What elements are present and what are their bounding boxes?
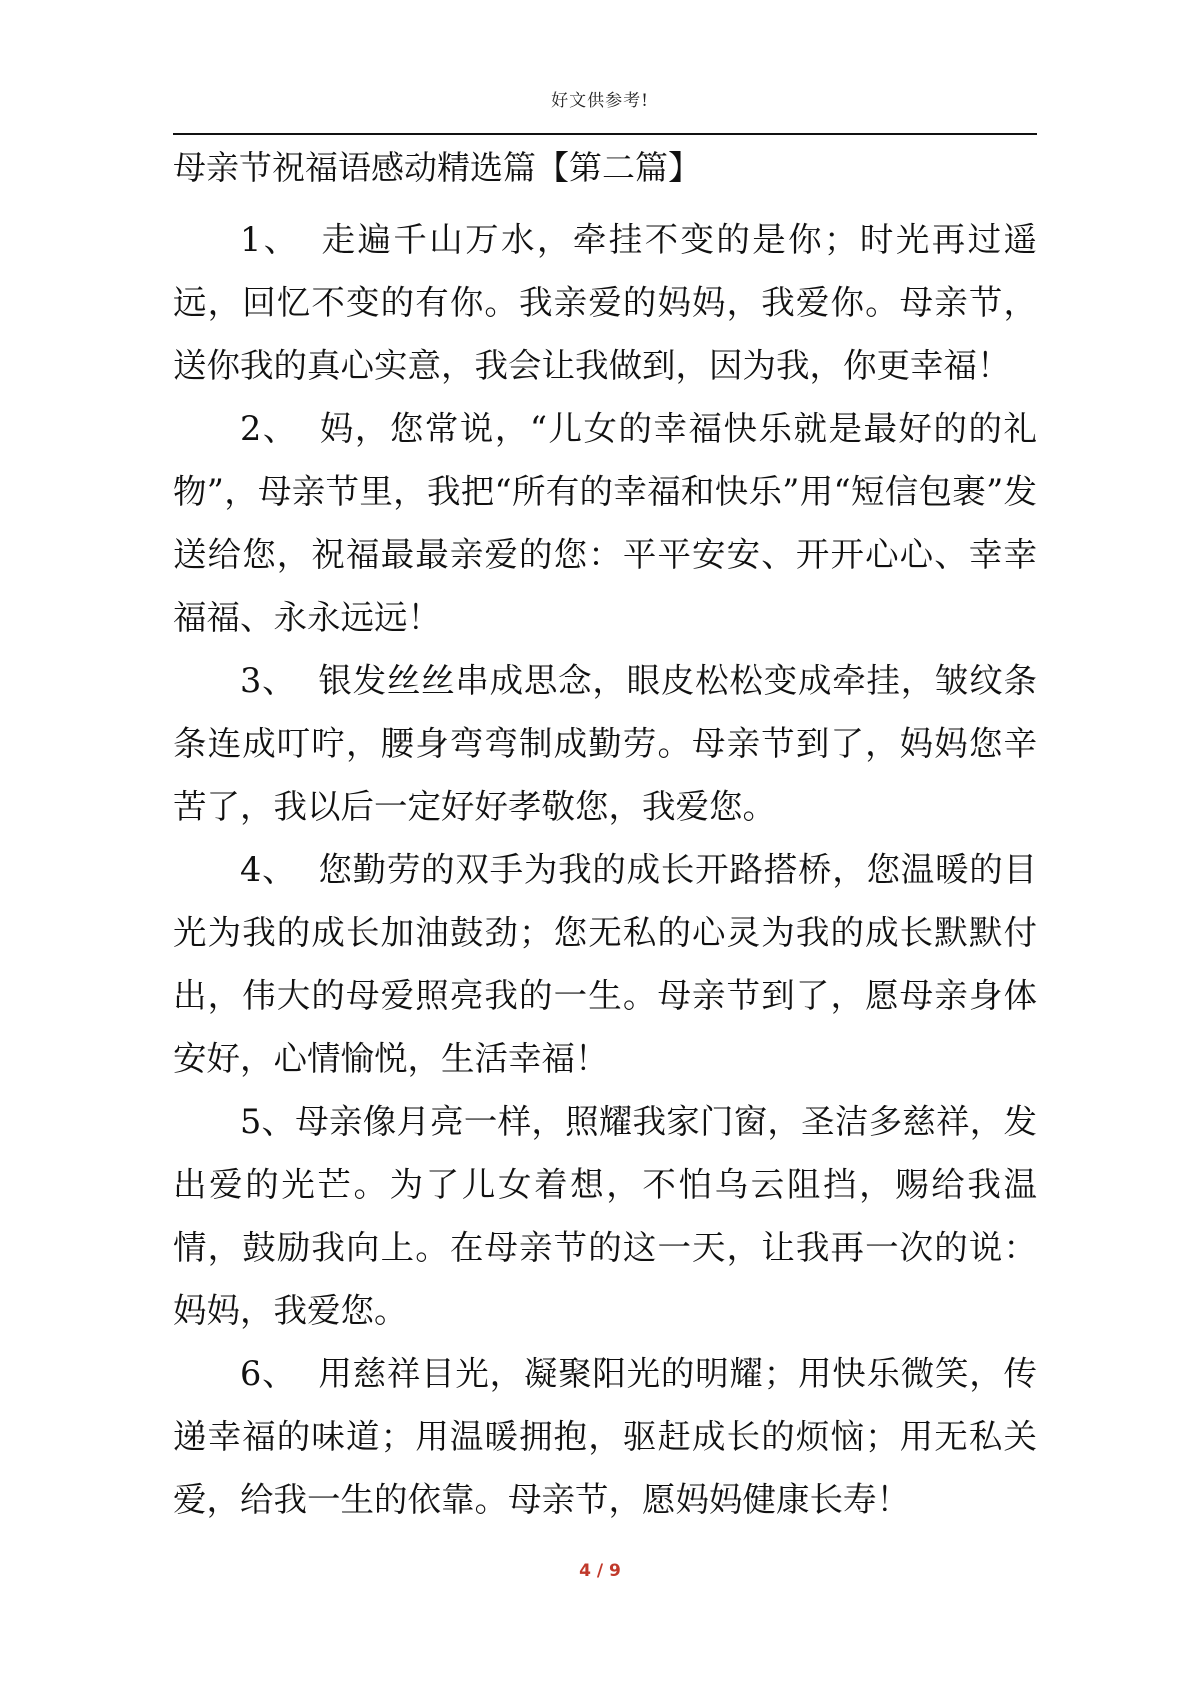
paragraph-number: 6、 [240,1354,297,1393]
paragraph-number: 5、 [240,1102,296,1141]
paragraph-text: 银发丝丝串成思念，眼皮松松变成牵挂，皱纹条条连成叮咛，腰身弯弯制成勤劳。母亲节到了，妈妈您辛苦了，我以后一定好好孝敬您，我爱您。 [173,661,1037,826]
paragraph-text: 您勤劳的双手为我的成长开路搭桥，您温暖的目光为我的成长加油鼓劲；您无私的心灵为我的成长默默付出，伟大的母爱照亮我的一生。母亲节到了，愿母亲身体安好，心情愉悦，生活幸福！ [173,850,1037,1078]
document-body [173,146,1037,1531]
document-title: 母亲节祝福语感动精选篇【第二篇】 [173,148,701,187]
paragraph-text: 妈，您常说，“儿女的幸福快乐就是最好的的礼物”，母亲节里，我把“所有的幸福和快乐”用“短信包裹”发送给您，祝福最最亲爱的您：平平安安、开开心心、幸幸福福、永永远远！ [173,409,1037,637]
paragraph-1 [173,208,1037,397]
paragraph-number: 2、 [240,409,298,448]
paragraph-number: 4、 [240,850,297,889]
paragraph-4 [173,838,1037,1090]
page-indicator: 4 / 9 [579,1561,621,1581]
page-header: 好文供参考! [551,91,649,111]
paragraph-text: 用慈祥目光，凝聚阳光的明耀；用快乐微笑，传递幸福的味道；用温暖拥抱，驱赶成长的烦恼；用无私关爱，给我一生的依靠。母亲节，愿妈妈健康长寿！ [173,1354,1037,1519]
paragraph-5 [173,1090,1037,1342]
paragraph-text: 母亲像月亮一样，照耀我家门窗，圣洁多慈祥，发出爱的光芒。为了儿女着想，不怕乌云阻挡，赐给我温情，鼓励我向上。在母亲节的这一天，让我再一次的说：妈妈，我爱您。 [173,1102,1037,1330]
paragraph-number: 3、 [240,661,297,700]
header-divider [173,133,1037,135]
paragraph-3 [173,649,1037,838]
paragraph-number: 1、 [240,220,300,259]
paragraph-6 [173,1342,1037,1531]
paragraph-2 [173,397,1037,649]
paragraph-text: 走遍千山万水，牵挂不变的是你；时光再过遥远，回忆不变的有你。我亲爱的妈妈，我爱你。母亲节，送你我的真心实意，我会让我做到，因为我，你更幸福！ [173,220,1037,385]
